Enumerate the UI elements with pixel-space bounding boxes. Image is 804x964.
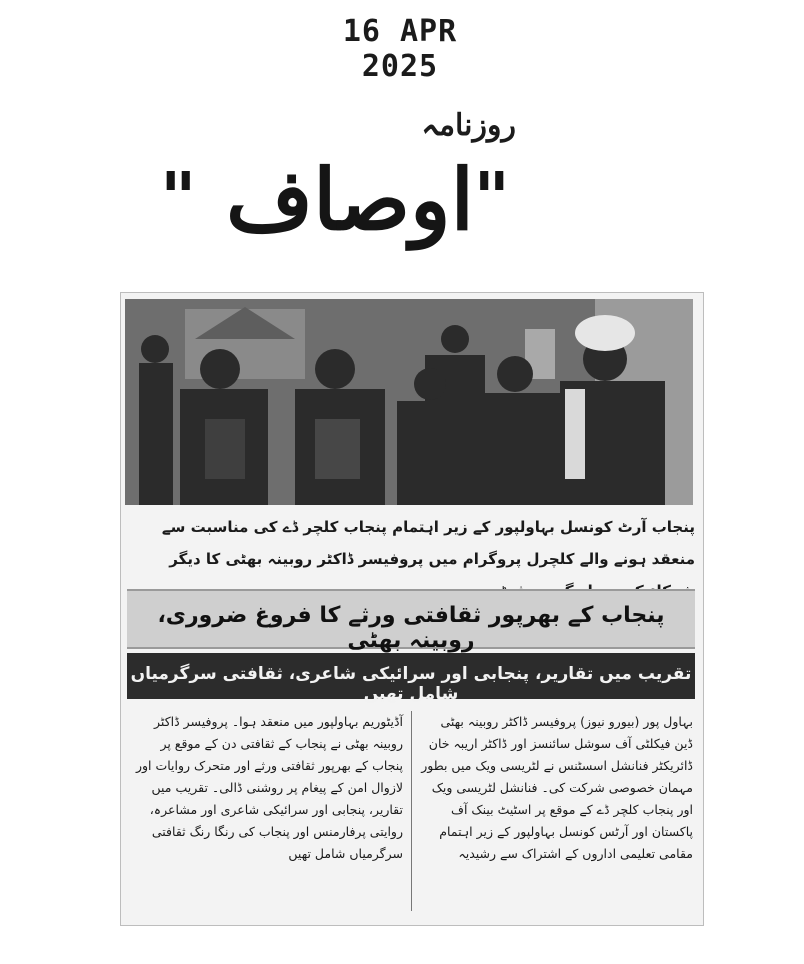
article-clipping (120, 292, 704, 926)
masthead-subtitle: روزنامہ (421, 108, 516, 143)
group-photo (125, 299, 693, 505)
masthead-quote-open: " (160, 156, 197, 239)
group-photo-illustration (125, 299, 693, 505)
article-subheadline: تقریب میں تقاریر، پنجابی اور سرائیکی شاعری، ثقافتی سرگرمیاں شامل تھیں (130, 664, 692, 704)
headline-bar (127, 589, 695, 653)
photo-caption: پنجاب آرٹ کونسل بہاولپور کے زیر اہتمام پنجاب کلچر ڈے کی مناسبت سے منعقد ہونے والے کلچرل پروگرام میں پروفیسر ڈاکٹر روبینہ بھٹی کا دیگر (161, 518, 695, 568)
article-headline: پنجاب کے بھرپور ثقافتی ورثے کا فروغ ضروری، روبینہ بھٹی (157, 603, 665, 653)
article-body-column-right: بہاول پور (بیورو نیوز) پروفیسر ڈاکٹر روبینہ بھٹی ڈین فیکلٹی آف سوشل سائنسز اور ڈاکٹر اریبہ خان ڈائریکٹر فنانشل اسسٹنس نے لٹریسی ویک میں بطور مہمان خصوصی شرکت کی۔ فنانشل لٹریسی ویک اور پنجاب کلچر ڈے کے موقع پر اسٹیٹ بینک آف پاکستان اور آرٹس کونسل بہاولپور کے زیر اہتمام مقامی تعلیمی اداروں کے اشتراک سے رشیدیہ (421, 714, 693, 861)
date-stamp: 16 APR 2025 (342, 14, 458, 84)
column-divider (411, 711, 412, 911)
subheadline-bar (127, 653, 695, 704)
masthead-quote-close: " (473, 156, 510, 239)
article-body-column-left: آڈیٹوریم بہاولپور میں منعقد ہوا۔ پروفیسر ڈاکٹر روبینہ بھٹی نے پنجاب کے ثقافتی دن کے موقع پر پنجاب کے بھرپور ثقافتی ورثے اور متحرک روایات اور لازوال امن کے پیغام پر روشنی ڈالی۔ تقریب میں تقاریر، پنجابی اور سرائیکی شاعری اور مشاعرہ، روایتی پرفارمنس اور پنجاب کی رنگا رنگ ثقافتی سرگرمیاں شامل تھیں (135, 714, 403, 861)
newspaper-masthead (150, 100, 550, 290)
masthead-title: اوصاف (226, 150, 474, 249)
